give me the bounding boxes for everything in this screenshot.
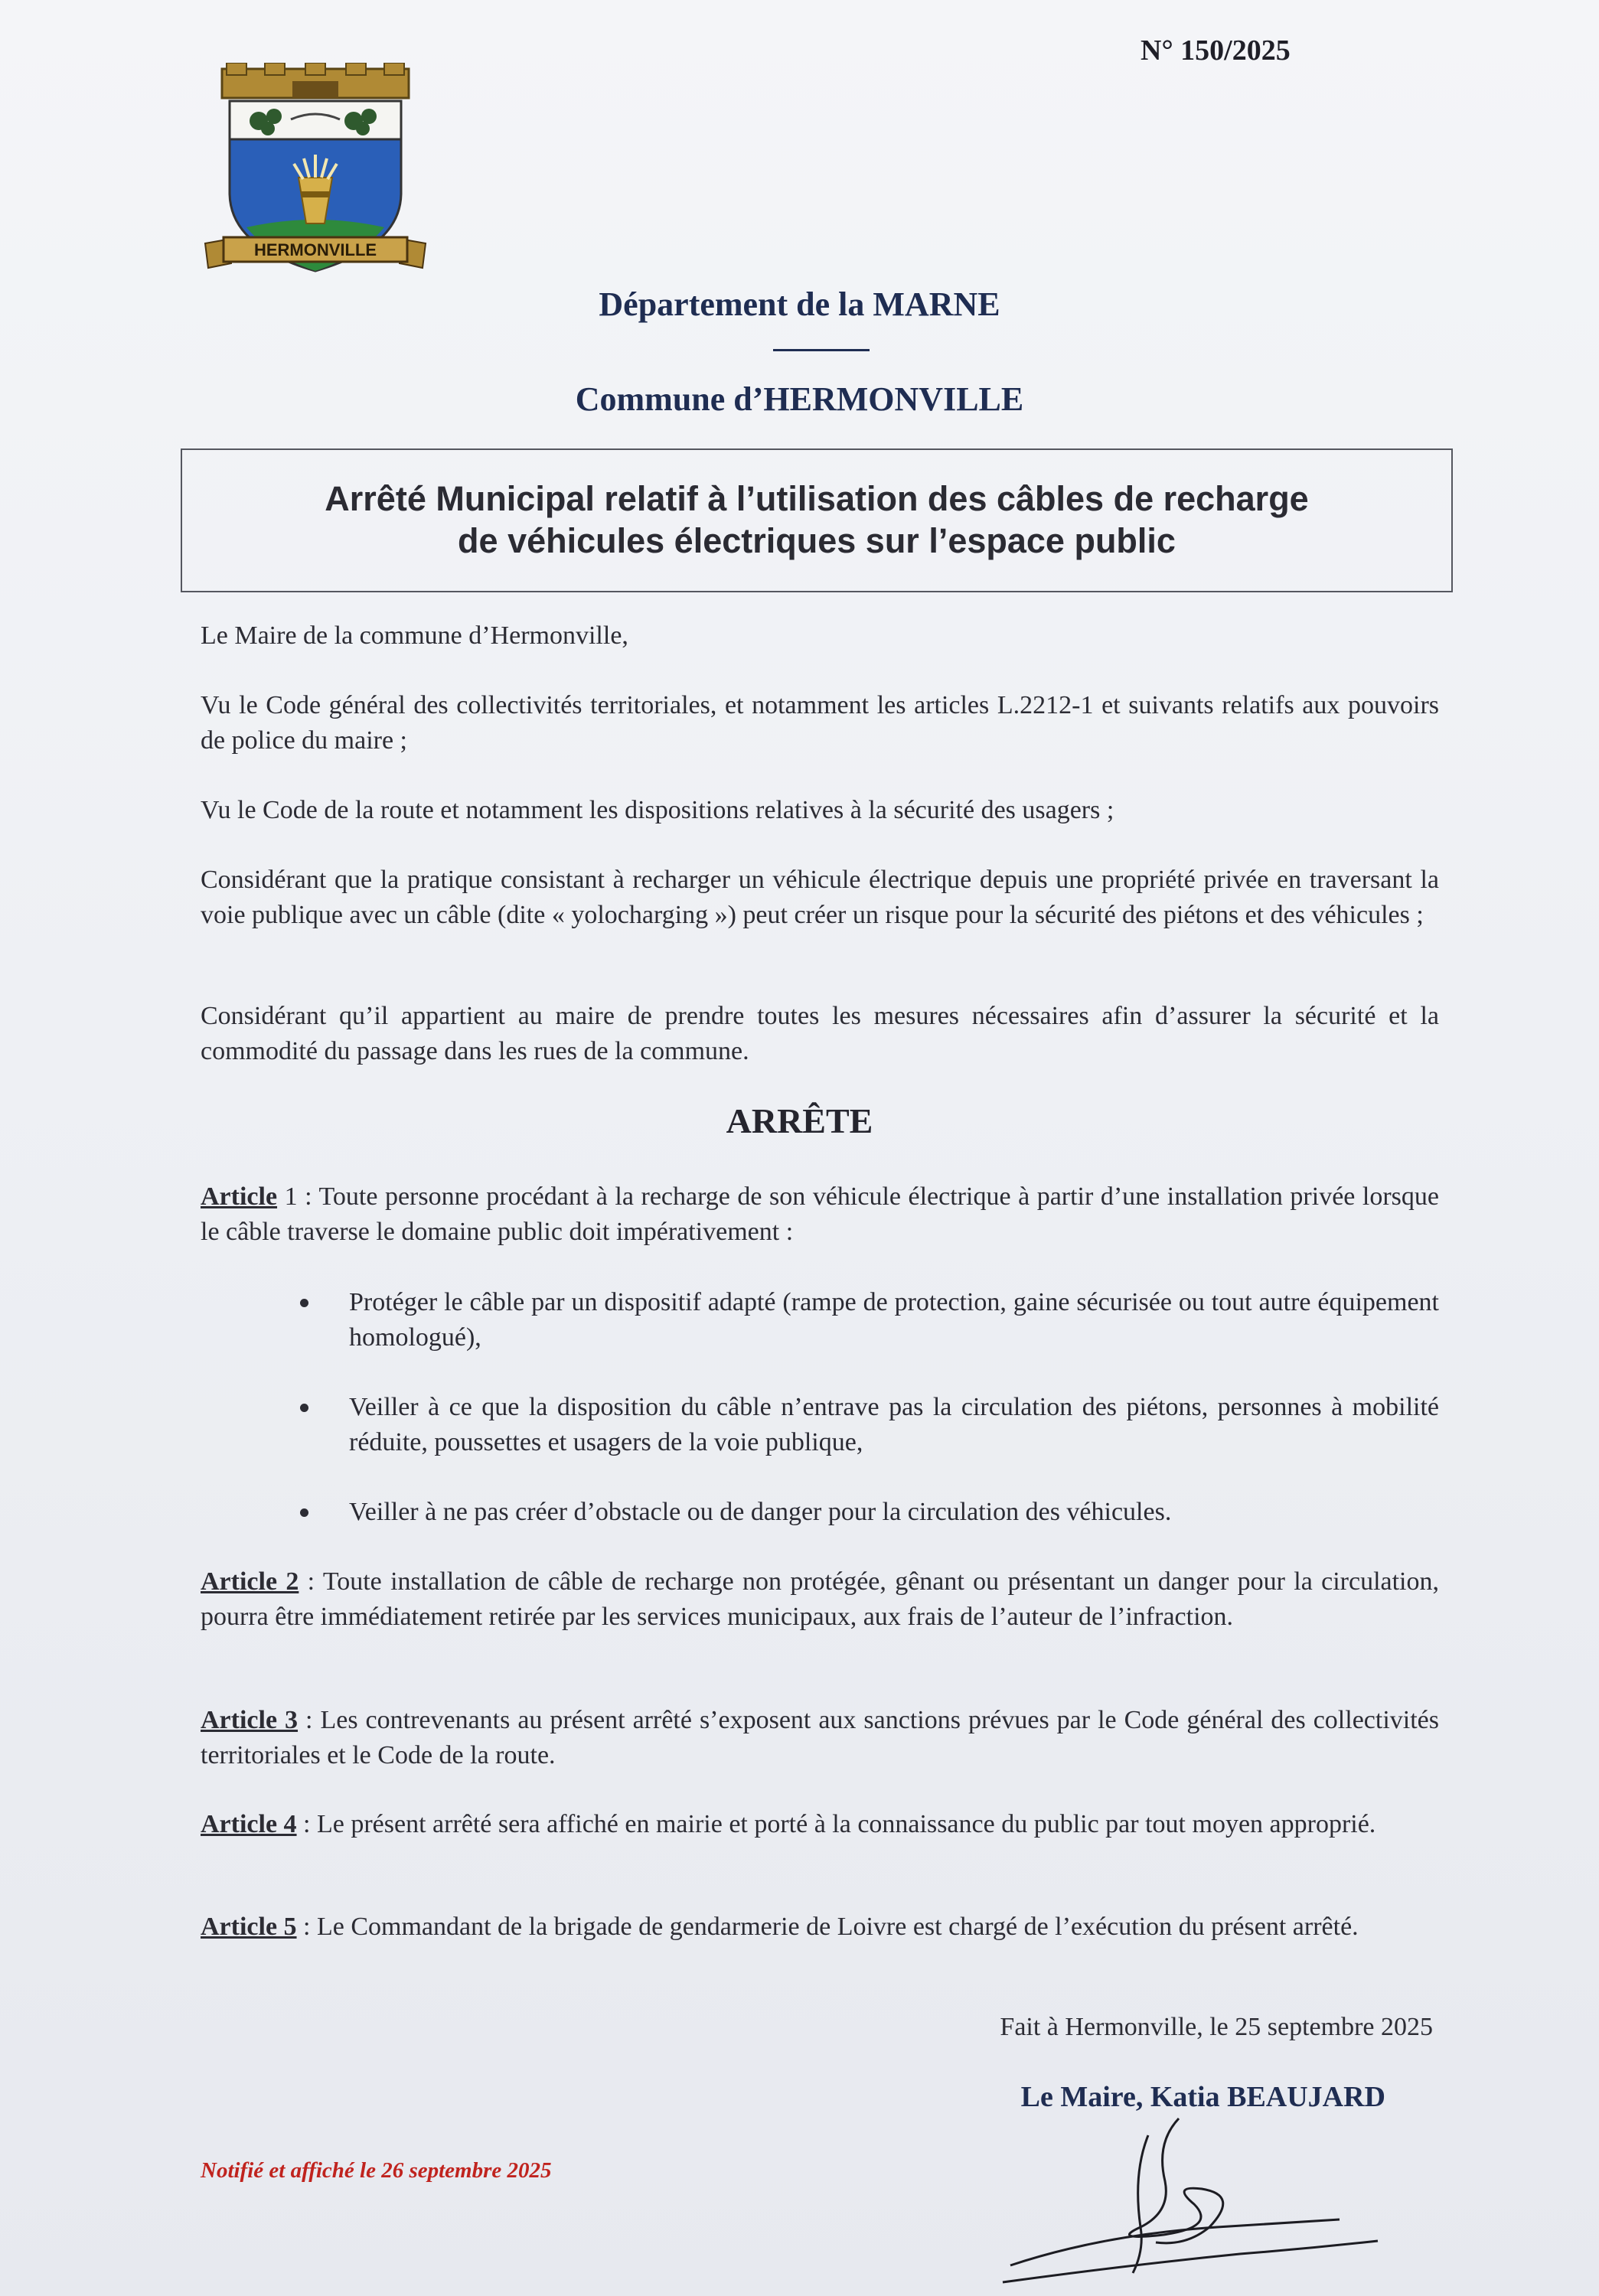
preamble-vu-cgct: Vu le Code général des collectivités territoriales, et notamment les articles L.2212-1 et suivants relatifs aux pouvoirs de police du maire ; bbox=[201, 691, 1439, 755]
signature-place-date: Fait à Hermonville, le 25 septembre 2025 bbox=[1000, 2013, 1433, 2041]
decree-title-line-1: Arrêté Municipal relatif à l’utilisation des câbles de recharge bbox=[325, 479, 1309, 519]
article-1-label: Article bbox=[201, 1182, 278, 1211]
article-1 bbox=[201, 1179, 1439, 1250]
article-4-label: Article 4 bbox=[201, 1810, 297, 1838]
hermonville-coat-of-arms bbox=[201, 63, 430, 277]
preamble-vu-code-route: Vu le Code de la route et notamment les dispositions relatives à la sécurité des usagers ; bbox=[201, 796, 1114, 824]
bullet-text: Veiller à ce que la disposition du câble n’entrave pas la circulation des piétons, personnes à mobilité réduite, poussettes et usagers de la voie publique, bbox=[349, 1393, 1439, 1456]
preamble-considerant-mayor: Considérant qu’il appartient au maire de prendre toutes les mesures nécessaires afin d’assurer la sécurité et la commodité du passage dans les rues de la commune. bbox=[201, 1002, 1439, 1065]
article-3-text: : Les contrevenants au présent arrêté s’exposent aux sanctions prévues par le Code général des collectivités territoriales et le Code de la route. bbox=[201, 1706, 1439, 1769]
heading-divider bbox=[773, 349, 870, 351]
article-3 bbox=[201, 1703, 1439, 1773]
preamble-intro: Le Maire de la commune d’Hermonville, bbox=[201, 621, 628, 650]
article-5-label: Article 5 bbox=[201, 1913, 297, 1941]
decree-heading: ARRÊTE bbox=[726, 1101, 873, 1140]
document-number: N° 150/2025 bbox=[1141, 34, 1291, 67]
bullet-icon bbox=[300, 1299, 308, 1307]
article-2-text: : Toute installation de câble de recharge non protégée, gênant ou présentant un danger pour la circulation, pourra être immédiatement retirée par les services municipaux, aux frais de l’auteur de l’infraction. bbox=[201, 1567, 1439, 1631]
list-item bbox=[294, 1285, 1439, 1355]
list-item bbox=[294, 1390, 1439, 1460]
department-heading: Département de la MARNE bbox=[599, 285, 1000, 323]
mayor-name: Le Maire, Katia BEAUJARD bbox=[1020, 2081, 1385, 2113]
article-4-text: : Le présent arrêté sera affiché en mairie et porté à la connaissance du public par tout moyen approprié. bbox=[296, 1810, 1376, 1838]
article-3-label: Article 3 bbox=[201, 1706, 299, 1734]
bullet-text: Protéger le câble par un dispositif adapté (rampe de protection, gaine sécurisée ou tout autre équipement homologué), bbox=[349, 1288, 1439, 1352]
bullet-text: Veiller à ne pas créer d’obstacle ou de danger pour la circulation des véhicules. bbox=[349, 1498, 1172, 1526]
commune-heading: Commune d’HERMONVILLE bbox=[575, 380, 1024, 418]
article-5-text: : Le Commandant de la brigade de gendarmerie de Loivre est chargé de l’exécution du présent arrêté. bbox=[296, 1913, 1359, 1941]
bullet-icon bbox=[300, 1508, 308, 1517]
preamble-considerant-risk: Considérant que la pratique consistant à recharger un véhicule électrique depuis une propriété privée en traversant la voie publique avec un câble (dite « yolocharging ») peut créer un risque pour la sécurité des piétons et des véhicules ; bbox=[201, 866, 1439, 929]
handwritten-signature bbox=[987, 2112, 1385, 2288]
bullet-icon bbox=[300, 1404, 308, 1412]
article-1-number: 1 bbox=[277, 1182, 298, 1211]
article-1-text: : Toute personne procédant à la recharge de son véhicule électrique à partir d’une installation privée lorsque le câble traverse le domaine public doit impérativement : bbox=[201, 1182, 1440, 1246]
decree-title-box bbox=[181, 448, 1453, 592]
article-4 bbox=[201, 1807, 1439, 1842]
article-2-label: Article 2 bbox=[201, 1567, 299, 1596]
crest-banner-text: HERMONVILLE bbox=[253, 240, 377, 259]
article-5 bbox=[201, 1910, 1439, 1945]
notification-date: Notifié et affiché le 26 septembre 2025 bbox=[201, 2158, 552, 2183]
list-item bbox=[294, 1495, 1439, 1530]
article-2 bbox=[201, 1564, 1439, 1635]
decree-title-line-2: de véhicules électriques sur l’espace public bbox=[458, 521, 1176, 560]
